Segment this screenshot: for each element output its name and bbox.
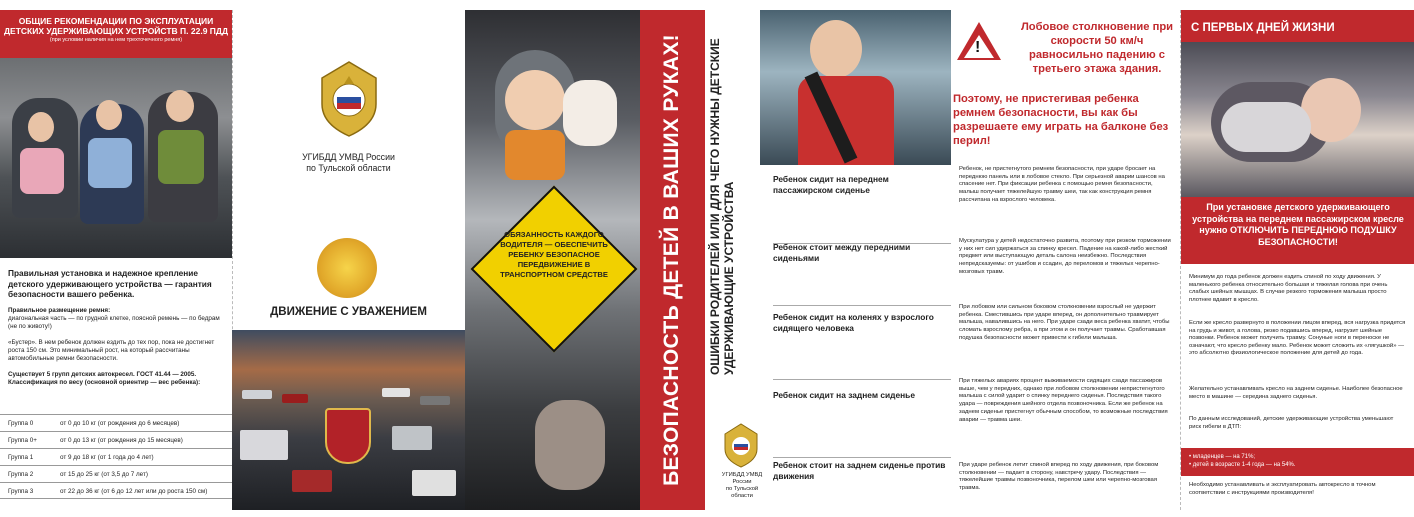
explanation-text: Мускулатура у детей недостаточно развита, поэтому при резком торможении у них нет сил удержаться за спинку кресел. Падение на какой-либо жесткий предмет или выступающую деталь салона неизбежно. Последствия непредсказуемы: от ушибов и ссадин, до переломов и тяжелых черепно-мозговых травм.	[959, 238, 1171, 275]
groups-title: Существует 5 групп детских автокресел. ГОСТ 41.44 — 2005. Классификация по весу (основной ориентир — вес ребенка):	[8, 370, 201, 386]
motto: ДВИЖЕНИЕ С УВАЖЕНИЕМ	[270, 306, 427, 318]
lead-text: Правильная установка и надежное крепление детского удерживающего устройства — гарантия безопасности вашего ребенка.	[8, 268, 212, 299]
group-row: Группа 3 от 22 до 36 кг (от 6 до 12 лет или до роста 150 см)	[0, 482, 232, 499]
stat-children: • детей в возрасте 1-4 года — на 54%.	[1189, 462, 1296, 468]
panel-first-days	[1181, 10, 1414, 510]
mistakes-title: ОШИБКИ РОДИТЕЛЕЙ ИЛИ ДЛЯ ЧЕГО НУЖНЫ ДЕТСКИЕ УДЕРЖИВАЮЩИЕ УСТРОЙСТВА	[708, 38, 736, 375]
driver-duty-text: ОБЯЗАННОСТЬ КАЖДОГО ВОДИТЕЛЯ — ОБЕСПЕЧИТЬ РЕБЕНКУ БЕЗОПАСНОЕ ПЕРЕДВИЖЕНИЕ В ТРАНСПОРТНОМ СРЕДСТВЕ	[500, 230, 608, 279]
recommendations-subtitle: (при условии наличия на нем трехточечного ремня)	[49, 37, 183, 43]
panel-parent-mistakes	[708, 10, 951, 510]
explanation-text: При лобовом или сильном боковом столкновении взрослый не удержит ребенка. Сместившись при ударе вперед, он дополнительно травмирует малыша, навалившись на него. При ударе сзади веса ребенка хватит, чтобы сломать взрослому ребра, а при этом и он получает травмы. Сработавшая подушка безопасности может привести к гибели малыша.	[959, 304, 1170, 341]
rear-facing-text: Минимум до года ребенок должен ездить спиной по ходу движения. У маленького ребенка относительно большая и тяжелая голова при очень слабых шейных мышцах. В случае резкого торможения малыша просто плотнее вдавит в кресло.	[1189, 274, 1388, 303]
collision-fact: Лобовое столкновение при скорости 50 км/ч равносильно падению с третьего этажа здания.	[1020, 21, 1174, 75]
airbag-warning: При установке детского удерживающего устройства на переднем пассажирском кресле нужно ОТКЛЮЧИТЬ ПЕРЕДНЮЮ ПОДУШКУ БЕЗОПАСНОСТИ!	[1192, 202, 1404, 247]
mistake-item: Ребенок сидит на заднем сиденье	[773, 390, 951, 458]
group-row: Группа 0 от 0 до 10 кг (от рождения до 6 месяцев)	[0, 414, 232, 431]
panel-cover	[232, 10, 465, 510]
explanation-text: При тяжелых авариях процент выживаемости сидящих сзади пассажиров выше, чем у передних, однако при лобовом столкновении непристегнутого малыша с силой ударит о спинку переднего сиденья. Последствия такого удара — повреждения шейного отдела позвоночника. Если же ребенок на заднем сиденье пристегнут обычным способом, то возможные последствия аварии — травма шеи.	[959, 378, 1168, 423]
belt-placement-text: диагональная часть — по грудной клетке, поясной ремень — по бедрам (не по животу!)	[8, 314, 220, 330]
stat-infants: • младенцев — на 71%;	[1189, 454, 1256, 460]
research-text: По данным исследований, детские удерживающие устройства уменьшают риск гибели в ДТП:	[1189, 416, 1394, 430]
recommendations-header	[0, 10, 232, 58]
first-days-body	[1181, 264, 1414, 510]
panel-recommendations	[0, 10, 232, 510]
first-days-header: С ПЕРВЫХ ДНЕЙ ЖИЗНИ	[1191, 22, 1335, 34]
panel-safety-title	[465, 10, 705, 510]
recommendations-title: ОБЩИЕ РЕКОМЕНДАЦИИ ПО ЭКСПЛУАТАЦИИ ДЕТСКИХ УДЕРЖИВАЮЩИХ УСТРОЙСТВ П. 22.9 ПДД	[4, 16, 228, 36]
explanation-text: При ударе ребенок летит спиной вперед по ходу движения, при боковом столкновении — падает в сторону, навстречу удару. Последствия — тяжелейшие травмы позвоночника, перелом шеи или черепно-мозговая травма.	[959, 462, 1159, 492]
sun-badge-icon	[317, 238, 377, 298]
traffic-police-emblem-icon	[721, 422, 761, 468]
panel-explanations: ! Лобовое столкновение при скорости 50 км/ч равносильно падению с третьего этажа здания. Поэтому, не пристегивая ребенка ремнем безопасности, вы как бы разрешаете ему играть на балконе без перил! Ребенок, не пристегнутого ремнем безопасности, при ударе бросает на переднюю панель или в лобовое стекло. При серьезной аварии шансов на спасение нет. При фиксации ребенка с помощью ремня безопасности, малыш получает тяжелейшую травму шеи, так как конструкция ремня рассчитана на взрослого человека. Мускулатура у детей недостаточно развита, поэтому при резком торможении у них нет сил удержаться за спинку кресел. Падение на какой-либо жесткий предмет или выступающую деталь салона неизбежно. Последствия непредсказуемы: от ушибов и ссадин, до переломов и тяжелых черепно-мозговых травм. При лобовом или сильном боковом столкновении взрослый не удержит ребенка. Сместившись при ударе вперед, он дополнительно травмирует малыша, навалившись на него. При ударе сзади веса ребенка хватит, чтобы сломать взрослому ребра, а при этом и он получает травмы. Сработавшая подушка безопасности может привести к гибели малыша. При тяжелых авариях процент выживаемости сидящих сзади пассажиров выше, чем у передних, однако при лобовом столкновении непристегнутого малыша с силой ударит о спинку переднего сиденья. Последствия такого удара — повреждения шейного отдела позвоночника. Если же ребенок на заднем сиденье пристегнут обычным способом, то возможные последствия аварии — травма шеи. При ударе ребенок летит спиной вперед по ходу движения, при боковом столкновении — падает в сторону, навстречу удару. Последствия — тяжелейшие травмы позвоночника, перелом шеи или черепно-мозговая травма.	[951, 10, 1179, 510]
risk-reduction-stats	[1181, 448, 1414, 476]
booster-text: «Бустер». В нем ребенок должен ездить до тех пор, пока не достигнет роста 150 см. Это минимальный рост, на который рассчитаны автомобильные ремни безопасности.	[8, 338, 215, 362]
children-in-car-seats-photo	[0, 58, 232, 258]
newborn-in-carrier-photo	[1181, 42, 1414, 197]
recommendations-body	[0, 268, 232, 387]
mistake-item: Ребенок стоит между передними сиденьями	[773, 242, 951, 306]
mistake-item: Ребенок сидит на переднем пассажирском сиденье	[773, 174, 951, 244]
title-bar	[640, 10, 705, 510]
organization-name: УГИБДД УМВД России по Тульской области	[721, 472, 763, 499]
mistake-item: Ребенок сидит на коленях у взрослого сидящего человека	[773, 312, 951, 380]
rear-seat-text: Желательно устанавливать кресло на заднем сиденье. Наиболее безопасное место в машине — середина заднего сиденья.	[1189, 386, 1403, 400]
boy-in-car-photo	[760, 10, 951, 165]
belt-placement-title: Правильное размещение ремня:	[8, 306, 111, 314]
manufacturer-instructions-text: Необходимо устанавливать и эксплуатировать автокресло в точном соответствии с инструкциями производителя!	[1189, 482, 1376, 496]
explanation-text: Ребенок, не пристегнутого ремнем безопасности, при ударе бросает на переднюю панель или в лобовое стекло. При серьезной аварии шансов на спасение нет. При фиксации ребенка с помощью ремня безопасности, малыш получает тяжелейшую травму шеи, так как конструкция ремня рассчитана на взрослого человека.	[959, 166, 1165, 203]
group-row: Группа 1 от 9 до 18 кг (от 1 года до 4 лет)	[0, 448, 232, 465]
group-row: Группа 2 от 15 до 25 кг (от 3,5 до 7 лет)	[0, 465, 232, 482]
tula-coat-of-arms-icon	[325, 408, 371, 464]
collision-warning: Поэтому, не пристегивая ребенка ремнем безопасности, вы как бы разрешаете ему играть на балконе без перил!	[953, 93, 1169, 147]
organization-name: УГИБДД УМВД России по Тульской области	[302, 152, 395, 173]
traffic-police-emblem-icon	[314, 58, 384, 138]
group-row: Группа 0+ от 0 до 13 кг (от рождения до 15 месяцев)	[0, 431, 232, 448]
forward-facing-text: Если же кресло развернуто в положении лицом вперед, вся нагрузка придется на грудь и живот, а голова, резко подавшись вперед, нагрузит шейные позвонки. Ребенок может получить травму. Сонуные ноги в переноске не означают, что кресло ребенку мало. Ребенок может сложить их «лягушкой» — это абсолютно физиологическое положение для детей до года.	[1189, 320, 1406, 357]
mistake-item: Ребенок стоит на заднем сиденье против движения	[773, 460, 946, 481]
safety-title: БЕЗОПАСНОСТЬ ДЕТЕЙ В ВАШИХ РУКАХ!	[660, 34, 683, 486]
